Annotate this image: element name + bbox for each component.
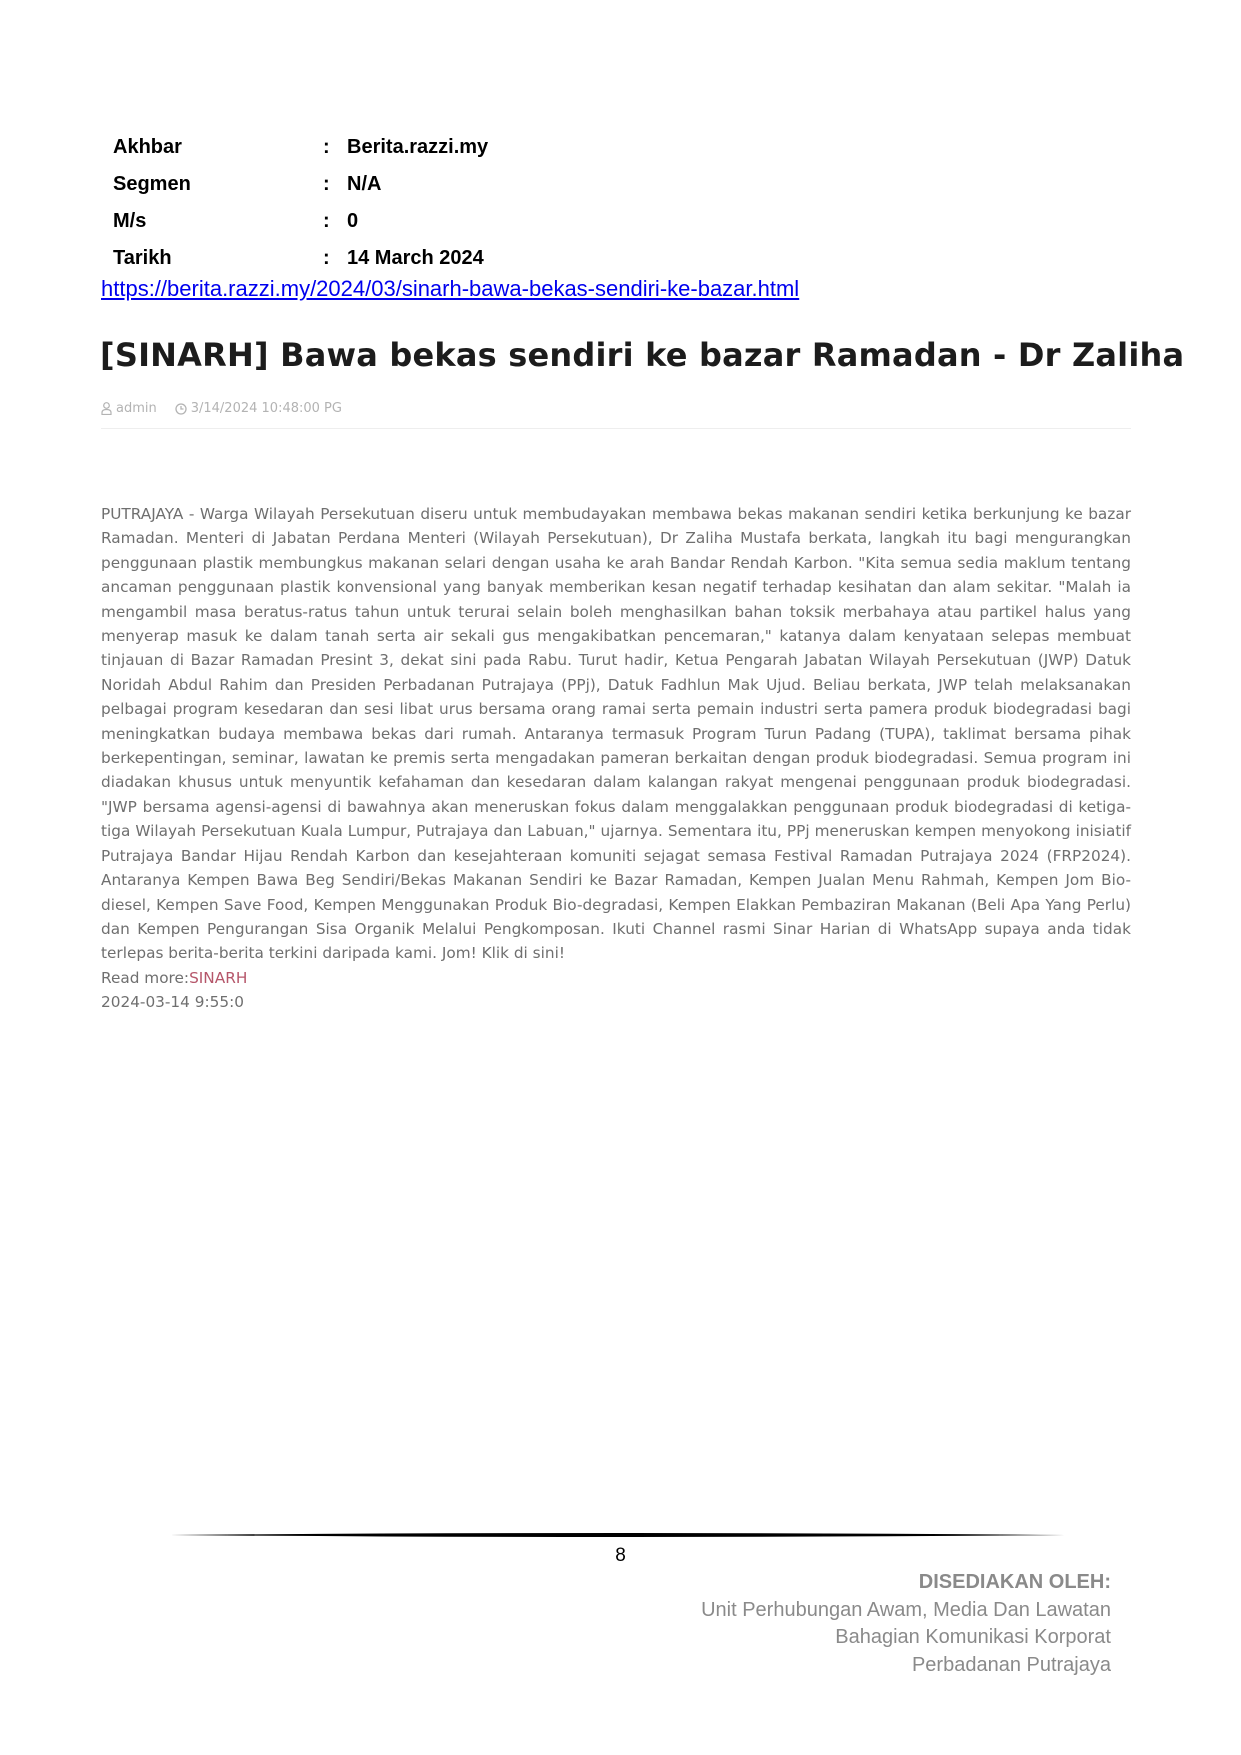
- clock-icon: [175, 403, 187, 415]
- metadata-colon: :: [323, 247, 330, 269]
- metadata-label: Akhbar: [113, 136, 182, 158]
- read-more-source-link[interactable]: SINARH: [189, 968, 248, 987]
- metadata-row-akhbar: [112, 129, 489, 166]
- metadata-value: 14 March 2024: [347, 247, 484, 269]
- article-author[interactable]: admin: [116, 401, 157, 416]
- prepared-by-block: [701, 1569, 1111, 1679]
- user-icon: [101, 402, 112, 415]
- page-number: 8: [615, 1545, 626, 1566]
- metadata-value: 0: [347, 210, 359, 232]
- article-text: PUTRAJAYA - Warga Wilayah Persekutuan diseru untuk membudayakan membawa bekas makanan sendiri ketika berkunjung ke bazar Ramadan. Menteri di Jabatan Perdana Menteri (Wilayah Persekutuan), Dr Zaliha Mustafa berkata, langkah itu bagi mengurangkan penggunaan plastik membungkus makanan selari dengan usaha ke arah Bandar Rendah Karbon. "Kita semua sedia maklum tentang ancaman penggunaan plastik konvensional yang banyak memberikan kesan negatif terhadap kesihatan dan alam sekitar. "Malah ia mengambil masa beratus-ratus tahun untuk terurai selain boleh menghasilkan bahan toksik merbahaya atau partikel halus yang menyerap masuk ke dalam tanah serta air sekali gus mengakibatkan pencemaran," katanya dalam kenyataan selepas membuat tinjauan di Bazar Ramadan Presint 3, dekat sini pada Rabu. Turut hadir, Ketua Pengarah Jabatan Wilayah Persekutuan (JWP) Datuk Noridah Abdul Rahim dan Presiden Perbadanan Putrajaya (PPj), Datuk Fadhlun Mak Ujud. Beliau berkata, JWP telah melaksanakan pelbagai program kesedaran dan sesi libat urus bersama orang ramai serta pemain industri serta pamera produk biodegradasi bagi meningkatkan budaya membawa bekas dari rumah. Antaranya termasuk Program Turun Padang (TUPA), taklimat bersama pihak berkepentingan, seminar, lawatan ke premis serta mengadakan pameran berkaitan dengan produk biodegradasi. Semua program ini diadakan khusus untuk menyuntik kefahaman dan kesedaran dalam kalangan rakyat mengenai penggunaan produk biodegradasi. "JWP bersama agensi-agensi di bawahnya akan meneruskan fokus dalam menggalakkan penggunaan produk biodegradasi di ketiga-tiga Wilayah Persekutuan Kuala Lumpur, Putrajaya dan Labuan," ujarnya. Sementara itu, PPj meneruskan kempen menyokong inisiatif Putrajaya Bandar Hijau Rendah Karbon dan kesejahteraan komuniti sejagat semasa Festival Ramadan Putrajaya 2024 (FRP2024). Antaranya Kempen Bawa Beg Sendiri/Bekas Makanan Sendiri ke Bazar Ramadan, Kempen Jualan Menu Rahmah, Kempen Jom Bio-diesel, Kempen Save Food, Kempen Menggunakan Produk Bio-degradasi, Kempen Elakkan Pembaziran Makanan (Beli Apa Yang Perlu) dan Kempen Pengurangan Sisa Organik Melalui Pengkomposan. Ikuti Channel rasmi Sinar Harian di WhatsApp supaya anda tidak terlepas berita-berita terkini daripada kami. Jom! Klik di sini!: [101, 505, 1131, 963]
- metadata-label: M/s: [113, 210, 147, 232]
- article-byline: [101, 401, 342, 416]
- prepared-by-label: DISEDIAKAN OLEH:: [918, 1571, 1111, 1593]
- metadata-label: Segmen: [113, 173, 191, 195]
- metadata-label: Tarikh: [113, 247, 172, 269]
- read-more-label: Read more:: [101, 968, 190, 987]
- metadata-value: N/A: [347, 173, 382, 195]
- article-title: [SINARH] Bawa bekas sendiri ke bazar Ramadan - Dr Zaliha: [100, 336, 1185, 374]
- metadata-row-segmen: [112, 166, 489, 203]
- prepared-by-unit: Unit Perhubungan Awam, Media Dan Lawatan: [701, 1598, 1111, 1621]
- prepared-by-organization: Perbadanan Putrajaya: [911, 1653, 1111, 1676]
- article-body: [101, 502, 1131, 1015]
- source-article-link[interactable]: https://berita.razzi.my/2024/03/sinarh-bawa-bekas-sendiri-ke-bazar.html: [101, 276, 800, 301]
- prepared-by-division: Bahagian Komunikasi Korporat: [835, 1626, 1111, 1648]
- metadata-table: [112, 129, 489, 277]
- metadata-value: Berita.razzi.my: [347, 136, 489, 158]
- metadata-colon: :: [323, 136, 330, 158]
- metadata-colon: :: [323, 173, 330, 195]
- metadata-colon: :: [323, 210, 330, 232]
- footer-divider: [170, 1532, 1065, 1538]
- header-divider: [101, 428, 1131, 429]
- read-more-line: [101, 966, 1131, 990]
- published-timestamp: 2024-03-14 9:55:0: [101, 993, 244, 1012]
- metadata-row-tarikh: [112, 240, 489, 277]
- article-datetime: 3/14/2024 10:48:00 PG: [190, 401, 342, 416]
- metadata-row-ms: [112, 203, 489, 240]
